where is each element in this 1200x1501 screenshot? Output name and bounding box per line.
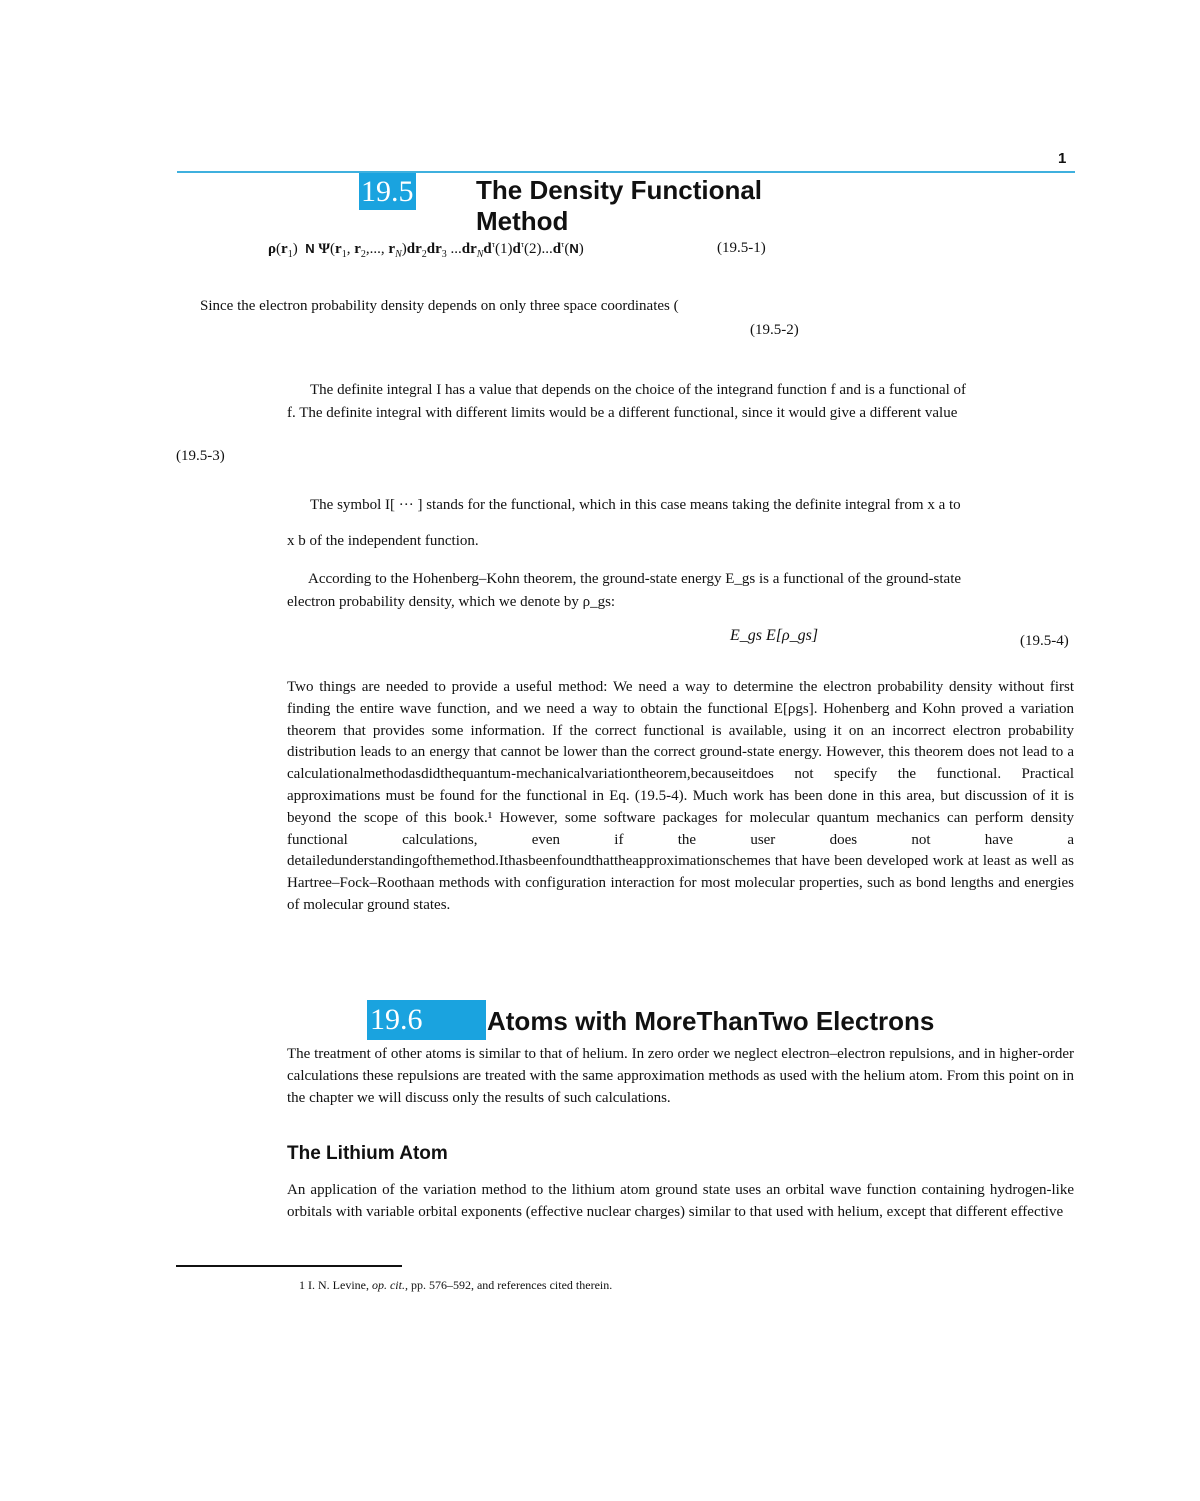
equation-19-5-3-label: (19.5-3) bbox=[176, 448, 225, 464]
header-rule bbox=[177, 171, 1075, 173]
paragraph-two-things-text: Two things are needed to provide a useful method: We need a way to determine the electron probability density without first finding the entire wave function, and we need a way to obtain the functional E[ρgs]. Hohenberg and Kohn proved a variation theorem that provides some information. If the correct functional is available, using it on an incorrect electron probability distribution leads to an energy that cannot be lower than the correct ground-state energy. However, this theorem does not lead to a calculationalmethodasdidthequantum-mechanicalvariationtheorem,becauseitdoes not specify the functional. Practical approximations must be found for the functional in Eq. (19.5-4). Much work has been done in this area, but discussion of it is beyond the scope of this book.¹ However, some software packages for molecular quantum mechanics can perform density functional calculations, even if the user does not have a detailedunderstandingofthemethod.Ithasbeenfoundthattheapproximationschemes that have been developed work at least as well as Hartree–Fock–Roothaan methods with configuration interaction for most molecular properties, such as bond lengths and energies of molecular ground states. bbox=[287, 679, 1074, 913]
paragraph-lithium-text: An application of the variation method to the lithium atom ground state uses an orbital wave function containing hydrogen-like orbitals with variable orbital exponents (effective nuclear charges) similar to that used with helium, except that different effective bbox=[287, 1182, 1074, 1220]
footnote bbox=[299, 1278, 612, 1293]
footnote-rule bbox=[176, 1265, 402, 1267]
equation-19-5-4: E_gs E[ρ_gs] bbox=[730, 627, 819, 644]
equation-19-5-2-label: (19.5-2) bbox=[750, 322, 799, 338]
paragraph-two-things bbox=[287, 677, 1074, 917]
equation-19-5-1: $\rho(r_1)$ N $\Psi(r_1$, $r_2$,..., $r_N)dr_2dr_3$ $...dr_Nd^\tau(1)d^\tau(2)...d^\tau(N)$ bbox=[268, 240, 584, 260]
footnote-rest: pp. 576–592, and references cited therein. bbox=[410, 1278, 613, 1292]
paragraph-since: Since the electron probability density depends on only three space coordinates ( bbox=[200, 298, 679, 314]
paragraph-symbol-line2: x b of the independent function. bbox=[287, 533, 479, 549]
paragraph-treatment bbox=[287, 1044, 1074, 1109]
footnote-marker: 1 bbox=[299, 1278, 305, 1292]
footnote-author: I. N. Levine, bbox=[308, 1278, 369, 1292]
section-title-2: Atoms with MoreThanTwo Electrons bbox=[487, 1006, 935, 1036]
equation-19-5-1-label: (19.5-1) bbox=[717, 240, 766, 256]
paragraph-hk-line1: According to the Hohenberg–Kohn theorem, the ground-state energy E_gs is a functional of the ground-state bbox=[308, 571, 962, 587]
subsection-title: The Lithium Atom bbox=[287, 1143, 448, 1164]
footnote-ref: op. cit., bbox=[371, 1278, 408, 1292]
paragraph-definite-line2: f. The definite integral with different limits would be a different functional, since it would give a different value bbox=[287, 405, 958, 421]
paragraph-definite-line1: The definite integral I has a value that depends on the choice of the integrand function f and is a functional of bbox=[310, 382, 967, 398]
section-title: The Density Functional Method bbox=[476, 175, 763, 236]
paragraph-hk-line2: electron probability density, which we denote by ρ_gs: bbox=[287, 594, 616, 610]
page-number: 1 bbox=[1058, 150, 1067, 167]
paragraph-symbol-line1: The symbol I[ ··· ] stands for the functional, which in this case means taking the definite integral from x a to bbox=[310, 497, 961, 513]
paragraph-treatment-text: The treatment of other atoms is similar to that of helium. In zero order we neglect electron–electron repulsions, and in higher-order calculations these repulsions are treated with the same approximation methods as used with the helium atom. From this point on in the chapter we will discuss only the results of such calculations. bbox=[287, 1046, 1074, 1106]
equation-19-5-4-label: (19.5-4) bbox=[1020, 633, 1069, 649]
section-number-2: 19.6 bbox=[367, 1000, 486, 1040]
paragraph-lithium bbox=[287, 1180, 1074, 1224]
section-number: 19.5 bbox=[359, 173, 416, 210]
